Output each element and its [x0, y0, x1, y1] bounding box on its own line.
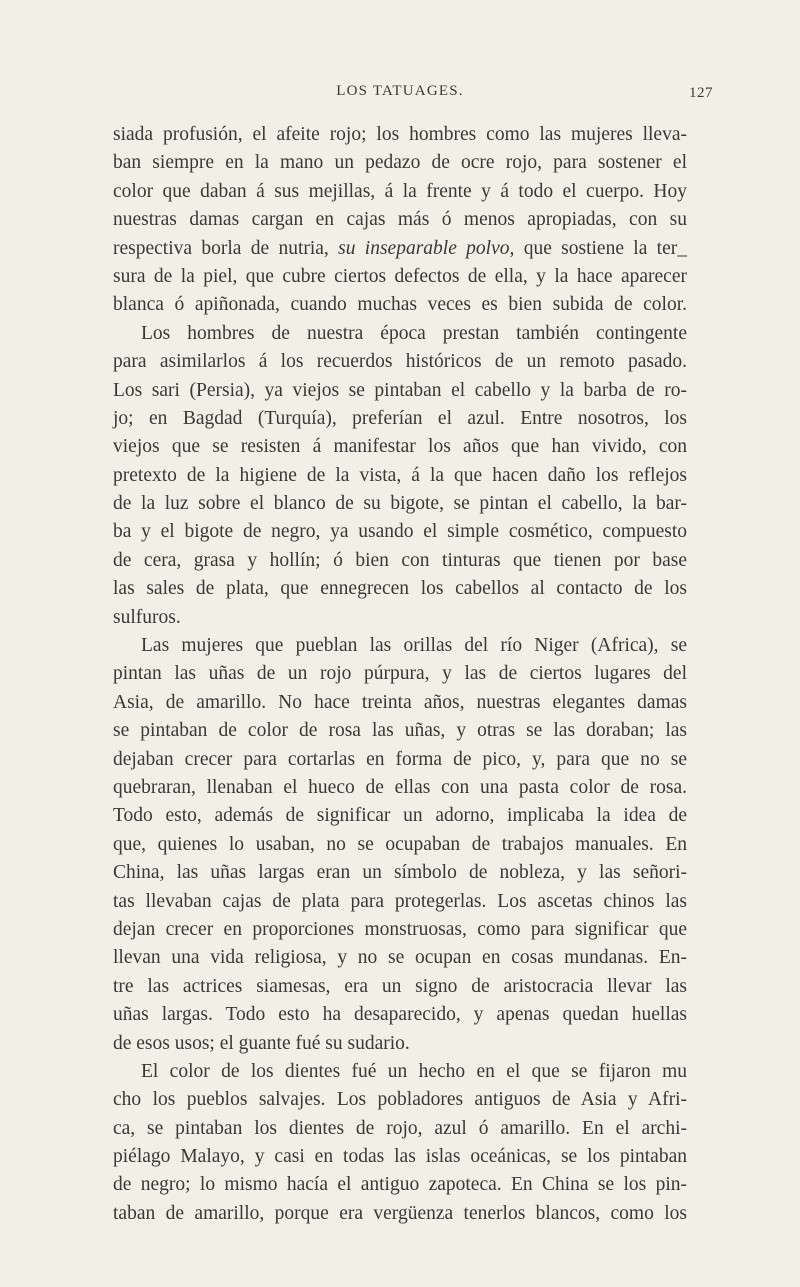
text-segment: respectiva borla de nutria, [113, 237, 339, 259]
text-line: color que daban á sus mejillas, á la frente y á todo el cuerpo. Hoy [113, 180, 687, 202]
text-line: quebraran, llenaban el hueco de ellas con una pasta color de rosa. [113, 776, 687, 798]
text-line: de la luz sobre el blanco de su bigote, se pintan el cabello, la bar- [113, 493, 687, 515]
text-line: sulfuros. [113, 606, 181, 628]
text-line: de cera, grasa y hollín; ó bien con tinturas que tienen por base [113, 549, 687, 571]
text-line: uñas largas. Todo esto ha desaparecido, y apenas quedan huellas [113, 1004, 687, 1026]
text-line: pintan las uñas de un rojo púrpura, y las de ciertos lugares del [113, 663, 687, 685]
text-line: nuestras damas cargan en cajas más ó menos apropiadas, con su [113, 209, 687, 231]
text-line: sura de la piel, que cubre ciertos defectos de ella, y la hace aparecer [113, 265, 687, 287]
text-line: se pintaban de color de rosa las uñas, y otras se las doraban; las [113, 720, 687, 742]
text-line: ba y el bigote de negro, ya usando el simple cosmético, compuesto [113, 521, 687, 543]
italic-phrase: su inseparable polvo [338, 237, 510, 259]
text-line: China, las uñas largas eran un símbolo de nobleza, y las señori- [113, 862, 687, 884]
text-line: siada profusión, el afeite rojo; los hombres como las mujeres lleva- [113, 124, 687, 145]
text-line: jo; en Bagdad (Turquía), preferían el azul. Entre nosotros, los [113, 407, 687, 429]
text-line: pretexto de la higiene de la vista, á la que hacen daño los reflejos [113, 464, 687, 486]
text-line: Los hombres de nuestra época prestan también contingente [141, 322, 687, 344]
text-line: cho los pueblos salvajes. Los pobladores antiguos de Asia y Afri- [113, 1089, 687, 1111]
text-line: viejos que se resisten á manifestar los años que han vivido, con [113, 436, 687, 458]
running-title: LOS TATUAGES. [336, 83, 464, 99]
text-line: para asimilarlos á los recuerdos históricos de un remoto pasado. [113, 351, 687, 373]
text-line [113, 235, 687, 263]
text-line: dejan crecer en proporciones monstruosas, como para significar que [113, 918, 687, 940]
text-segment: , que sostiene la ter_ [509, 237, 687, 259]
text-line: llevan una vida religiosa, y no se ocupan en cosas mundanas. En- [113, 947, 687, 969]
text-line: ban siempre en la mano un pedazo de ocre rojo, para sostener el [113, 152, 687, 174]
text-line: de esos usos; el guante fué su sudario. [113, 1032, 410, 1054]
text-line: que, quienes lo usaban, no se ocupaban de trabajos manuales. En [113, 833, 687, 855]
text-line: El color de los dientes fué un hecho en el que se fijaron mu [141, 1060, 687, 1082]
text-line: blanca ó apiñonada, cuando muchas veces es bien subida de color. [113, 294, 687, 316]
text-line: Todo esto, además de significar un adorno, implicaba la idea de [113, 805, 687, 827]
page-header [0, 83, 800, 107]
text-line: Los sari (Persia), ya viejos se pintaban el cabello y la barba de ro- [113, 379, 687, 401]
page-number: 127 [689, 85, 713, 101]
text-line: tre las actrices siamesas, era un signo de aristocracia llevar las [113, 975, 687, 997]
text-line: de negro; lo mismo hacía el antiguo zapoteca. En China se los pin- [113, 1174, 687, 1196]
text-line: Las mujeres que pueblan las orillas del río Niger (Africa), se [141, 635, 687, 657]
text-line: las sales de plata, que ennegrecen los cabellos al contacto de los [113, 578, 687, 600]
text-line: Asia, de amarillo. No hace treinta años, nuestras elegantes damas [113, 691, 687, 713]
text-line: ca, se pintaban los dientes de rojo, azul ó amarillo. En el archi- [113, 1117, 687, 1139]
text-line: dejaban crecer para cortarlas en forma de pico, y, para que no se [113, 748, 687, 770]
text-line: piélago Malayo, y casi en todas las islas oceánicas, se los pintaban [113, 1146, 687, 1168]
text-line: taban de amarillo, porque era vergüenza tenerlos blancos, como los [113, 1202, 687, 1224]
text-line: tas llevaban cajas de plata para protegerlas. Los ascetas chinos las [113, 890, 687, 912]
body-text [113, 121, 687, 1228]
